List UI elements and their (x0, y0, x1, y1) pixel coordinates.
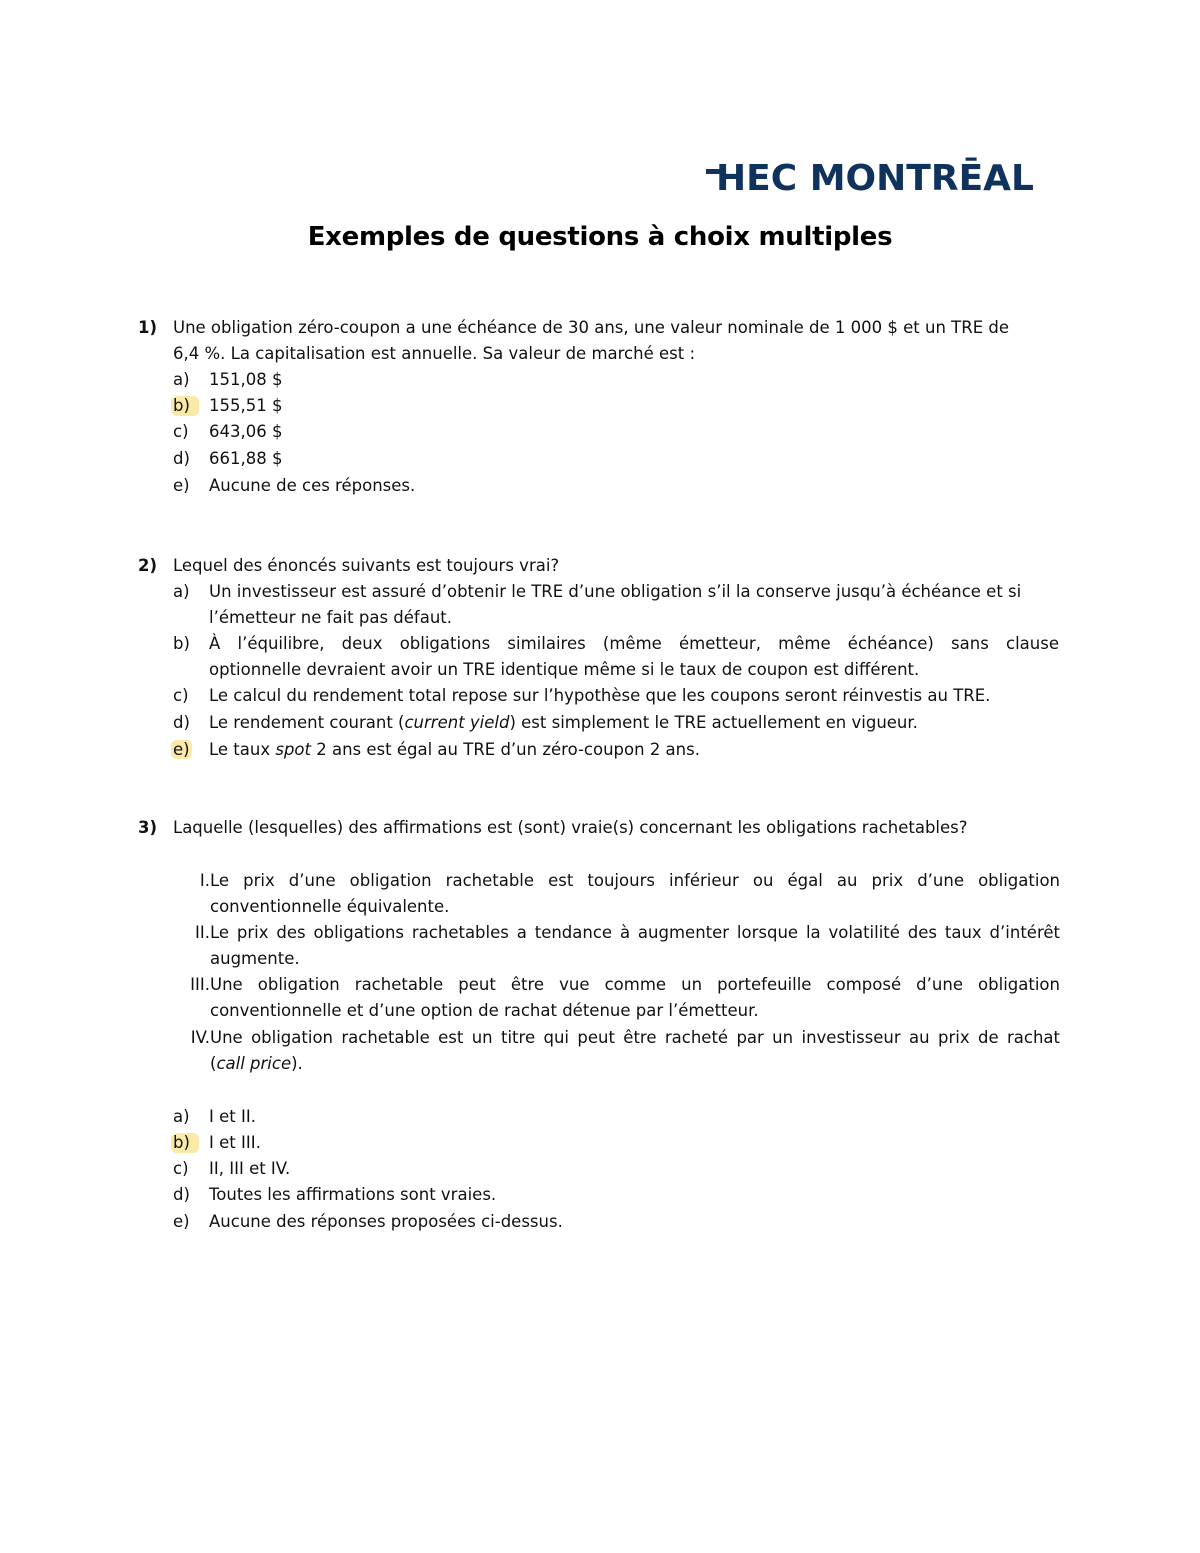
q3-option-b-text: I et III. (209, 1133, 261, 1152)
statement-2-line-2: augmente. (210, 949, 300, 968)
question-2-text: Lequel des énoncés suivants est toujours vrai? (173, 556, 560, 575)
page-title: Exemples de questions à choix multiples (307, 222, 893, 252)
q2-option-d-text (209, 713, 918, 733)
q1-option-d-label: d) (173, 449, 190, 468)
q3-option-c-label: c) (173, 1159, 189, 1178)
q1-option-a-text: 151,08 $ (209, 370, 283, 389)
q2-option-b-label[interactable]: b) (173, 634, 190, 653)
question-1-number: 1) (138, 318, 158, 337)
q1-option-b-label: b) (171, 396, 199, 416)
q3-option-e-text: Aucune des réponses proposées ci-dessus. (209, 1212, 563, 1231)
q3-option-a-label: a) (173, 1107, 190, 1126)
hec-montreal-logo-svg (706, 150, 1036, 198)
q2-option-a-line-2: l’émetteur ne fait pas défaut. (209, 608, 452, 627)
question-3-number: 3) (138, 818, 158, 837)
q2-option-c-text: Le calcul du rendement total repose sur l’hypothèse que les coupons seront réinvestis au TRE. (209, 686, 991, 705)
q2-option-b-line-1: À l’équilibre, deux obligations similaires (même émetteur, même échéance) sans clause (209, 634, 1059, 653)
q2-option-e-text (209, 740, 700, 760)
question-1-text-line-1: Une obligation zéro-coupon a une échéance de 30 ans, une valeur nominale de 1 000 $ et un TRE de (173, 318, 1010, 337)
q2-option-d-text-post: ) est simplement le TRE actuellement en vigueur. (509, 713, 918, 732)
q2-option-e-label: e) (173, 740, 190, 759)
q2-option-a-line-1: Un investisseur est assuré d’obtenir le TRE d’une obligation s’il la conserve jusqu’à échéance et si (209, 582, 1022, 601)
q1-option-b-text: 155,51 $ (209, 396, 283, 415)
statement-3-number: III. (190, 975, 210, 994)
q3-option-d-label: d) (173, 1185, 190, 1204)
hec-montreal-logo (706, 150, 1036, 198)
q2-option-d-label[interactable]: d) (173, 713, 190, 732)
q2-option-a-label[interactable]: a) (173, 582, 190, 601)
statement-3-line-2: conventionnelle et d’une option de rachat détenue par l’émetteur. (210, 1001, 759, 1020)
statement-1-line-1: Le prix d’une obligation rachetable est toujours inférieur ou égal au prix d’une obligation (210, 871, 1060, 890)
q1-option-c-text: 643,06 $ (209, 422, 283, 441)
q3-option-d-text: Toutes les affirmations sont vraies. (209, 1185, 497, 1204)
statement-1-line-2: conventionnelle équivalente. (210, 897, 450, 916)
statement-4-line-2 (210, 1054, 303, 1074)
statement-4-em: call price (216, 1054, 292, 1073)
q2-option-b-line-2: optionnelle devraient avoir un TRE identique même si le taux de coupon est différent. (209, 660, 920, 679)
q1-option-e-label: e) (173, 476, 190, 495)
q2-option-e-text-pre: Le taux (209, 740, 276, 759)
statement-4-number: IV. (190, 1028, 210, 1047)
q2-option-d-text-pre: Le rendement courant ( (209, 713, 405, 732)
q1-option-d-text: 661,88 $ (209, 449, 283, 468)
question-1-text-line-2: 6,4 %. La capitalisation est annuelle. Sa valeur de marché est : (173, 344, 696, 363)
q2-option-e-text-post: 2 ans est égal au TRE d’un zéro-coupon 2 ans. (311, 740, 700, 759)
statement-1-number: I. (199, 871, 210, 890)
q2-option-e-text-em: spot (275, 740, 311, 759)
q2-option-e-label-wrap[interactable] (173, 740, 192, 760)
statement-2-number: II. (195, 923, 210, 942)
q3-option-b-label: b) (171, 1133, 199, 1153)
statement-2-line-1: Le prix des obligations rachetables a tendance à augmenter lorsque la volatilité des taux d’intérêt (210, 923, 1060, 942)
q2-option-d-text-em: current yield (404, 713, 510, 732)
statement-4-post: ). (291, 1054, 303, 1073)
q3-option-a-text: I et II. (209, 1107, 256, 1126)
question-3-text: Laquelle (lesquelles) des affirmations est (sont) vraie(s) concernant les obligations rachetables? (173, 818, 968, 837)
svg-text:HEC MONTRĒAL: HEC MONTRĒAL (716, 158, 1034, 198)
statement-4-line-1: Une obligation rachetable est un titre qui peut être racheté par un investisseur au prix de rachat (210, 1028, 1060, 1047)
q2-option-c-label[interactable]: c) (173, 686, 189, 705)
q1-option-a-label: a) (173, 370, 190, 389)
q3-option-c-text: II, III et IV. (209, 1159, 291, 1178)
question-2-number: 2) (138, 556, 158, 575)
q1-option-e-text: Aucune de ces réponses. (209, 476, 416, 495)
q3-option-e-label: e) (173, 1212, 190, 1231)
statement-4-pre: ( (210, 1054, 217, 1073)
statement-3-line-1: Une obligation rachetable peut être vue comme un portefeuille composé d’une obligation (210, 975, 1060, 994)
q1-option-c-label: c) (173, 422, 189, 441)
